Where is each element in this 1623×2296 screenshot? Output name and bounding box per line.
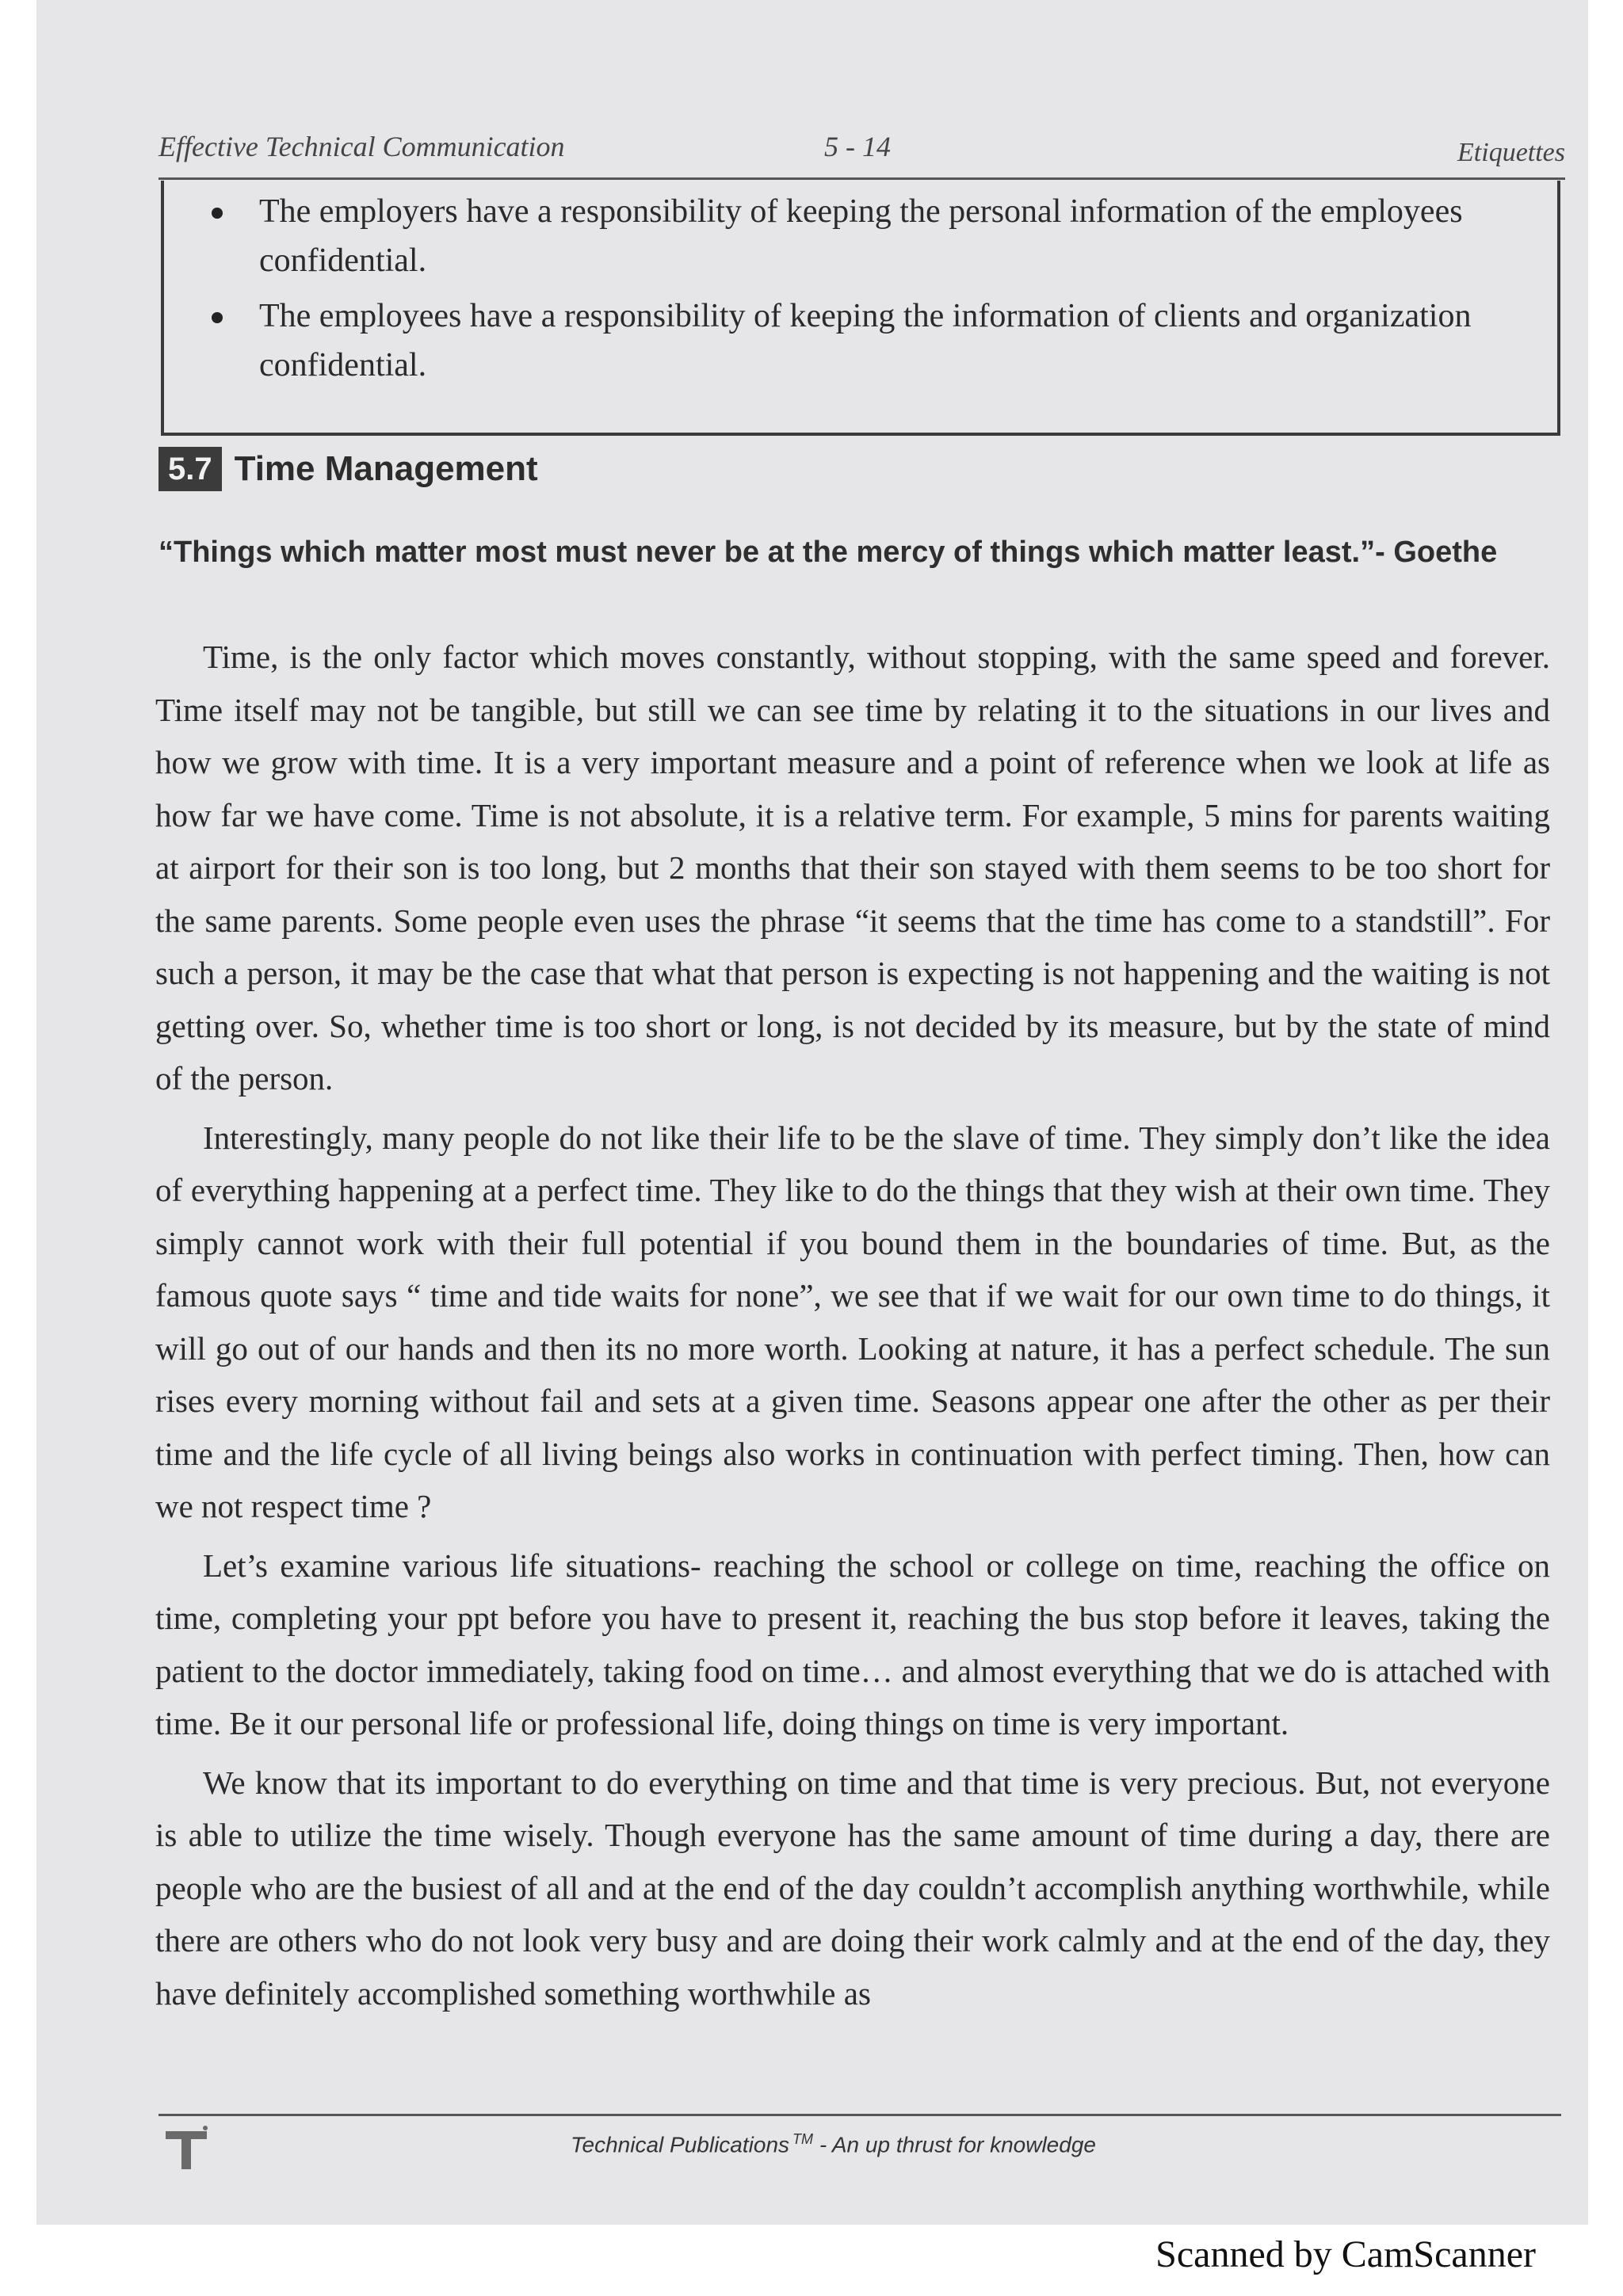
paragraph: Interestingly, many people do not like their life to be the slave of time. They simply don’t like the idea of everything happening at a perfect time. They like to do the things that they wish at their own time. They simply cannot work with their full potential if you bound them in the boundaries of time. But, as the famous quote says “ time and tide waits for none”, we see that if we wait for our own time to do things, it will go out of our hands and then its no more worth. Looking at nature, it has a perfect schedule. The sun rises every morning without fail and sets at a given time. Seasons appear one after the other as per their time and the life cycle of all living beings also works in continuation with perfect timing. Then, how can we not respect time ?	[155, 1119, 1550, 1524]
section-heading	[158, 444, 538, 494]
chapter-name: Etiquettes	[1457, 138, 1565, 167]
publisher-name: Technical Publications	[571, 2132, 790, 2157]
list-item	[164, 187, 1557, 285]
publisher-tagline: - An up thrust for knowledge	[819, 2132, 1096, 2157]
page-header	[158, 127, 1565, 182]
footer-publisher	[571, 2131, 1096, 2157]
epigraph-quote: “Things which matter most must never be at the mercy of things which matter least.”- Goethe	[158, 536, 1498, 569]
paragraph: Time, is the only factor which moves constantly, without stopping, with the same speed and forever. Time itself may not be tangible, but still we can see time by relating it to the situations in our lives and how we grow with time. It is a very important measure and a point of reference when we look at life as how far we have come. Time is not absolute, it is a relative term. For example, 5 mins for parents waiting at airport for their son is too long, but 2 months that their son stayed with them seems to be too short for the same parents. Some people even uses the phrase “it seems that the time has come to a standstill”. For such a person, it may be the case that what that person is expecting is not happening and the waiting is not getting over. So, whether time is too short or long, is not decided by its measure, but by the state of mind of the person.	[155, 639, 1550, 1097]
publisher-logo-icon	[162, 2125, 210, 2172]
bullet-icon	[212, 312, 223, 323]
section-number: 5.7	[158, 447, 222, 491]
page-number: 5 - 14	[824, 131, 891, 162]
body-text	[155, 631, 1550, 2026]
bullet-list	[164, 187, 1557, 390]
bullet-text: The employees have a responsibility of keeping the information of clients and organization confidential.	[259, 298, 1472, 383]
header-rule	[158, 177, 1565, 180]
book-title: Effective Technical Communication	[158, 131, 565, 162]
list-item	[164, 292, 1557, 390]
bullet-icon	[212, 208, 223, 219]
section-title: Time Management	[234, 449, 538, 488]
paragraph: We know that its important to do everything on time and that time is very precious. But, not everyone is able to utilize the time wisely. Though everyone has the same amount of time during a day, there are people who are the busiest of all and at the end of the day couldn’t accomplish anything worthwhile, while there are others who do not look very busy and are doing their work calmly and at the end of the day, they have definitely accomplished something worthwhile as	[155, 1764, 1550, 2012]
paragraph: Let’s examine various life situations- reaching the school or college on time, reaching the office on time, completing your ppt before you have to present it, reaching the bus stop before it leaves, taking the patient to the doctor immediately, taking food on time… and almost everything that we do is attached with time. Be it our personal life or professional life, doing things on time is very important.	[155, 1547, 1550, 1741]
trademark-mark: TM	[792, 2131, 814, 2147]
scanner-watermark: Scanned by CamScanner	[1155, 2233, 1536, 2275]
bullet-text: The employers have a responsibility of keeping the personal information of the employees confidential.	[259, 193, 1463, 279]
footer-rule	[158, 2114, 1561, 2116]
bullet-box	[161, 181, 1560, 436]
